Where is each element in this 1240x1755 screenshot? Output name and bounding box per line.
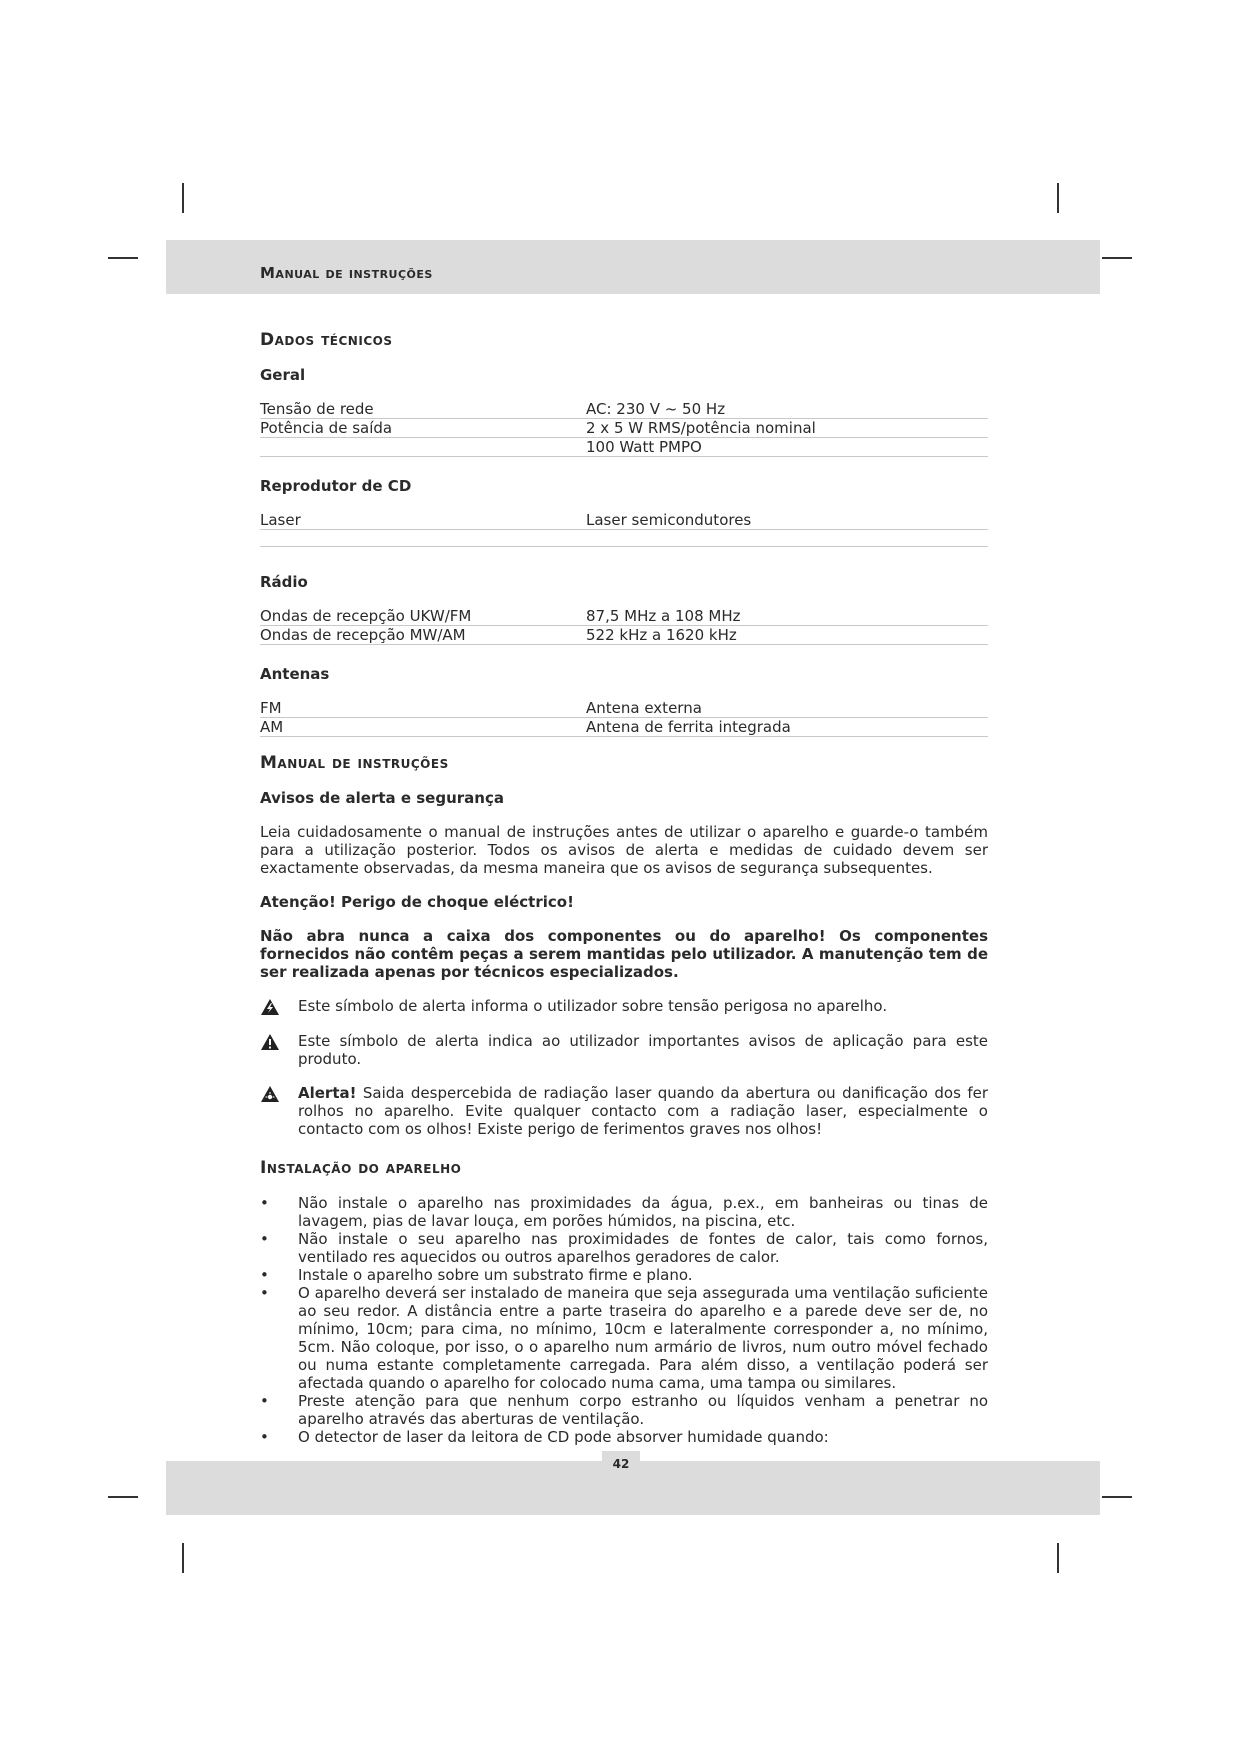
bullet: • <box>260 1392 269 1410</box>
spec-row <box>260 718 988 737</box>
list-item-text: Preste atenção para que nenhum corpo estranho ou líquidos venham a penetrar no aparelho através das aberturas de ventilação. <box>298 1392 988 1428</box>
list-item-text: Instale o aparelho sobre um substrato firme e plano. <box>298 1266 693 1284</box>
spec-label <box>260 438 586 456</box>
spec-row-empty <box>260 530 988 547</box>
lightning-warning-icon <box>260 997 298 1016</box>
crop-mark <box>108 1496 138 1498</box>
spec-label: Potência de saída <box>260 419 393 437</box>
spec-row <box>260 438 988 457</box>
section-title-tech: Dados técnicos <box>260 330 393 350</box>
page-header-title: Manual de instruções <box>260 264 433 282</box>
spec-value: 522 kHz a 1620 kHz <box>586 626 737 644</box>
page-number: 42 <box>602 1451 640 1477</box>
crop-mark <box>1102 1496 1132 1498</box>
spec-row <box>260 626 988 645</box>
list-item <box>260 1284 988 1392</box>
crop-mark <box>1057 1543 1059 1573</box>
spec-table-antenas <box>260 699 988 737</box>
spec-value: Laser semicondutores <box>586 511 752 529</box>
subheading-cd: Reprodutor de CD <box>260 477 412 495</box>
intro-paragraph: Leia cuidadosamente o manual de instruções antes de utilizar o aparelho e guarde-o também para a utilização posterior. Todos os avisos de alerta e medidas de cuidado devem ser exactamente observadas, da mesma maneira que os avisos de segurança subsequentes. <box>260 823 988 877</box>
warning-text <box>298 1084 988 1138</box>
list-item <box>260 1266 988 1284</box>
list-item-text: Não instale o seu aparelho nas proximidades de fontes de calor, tais como fornos, ventilado res aquecidos ou outros aparelhos geradores de calor. <box>298 1230 988 1266</box>
bullet: • <box>260 1194 269 1212</box>
install-list <box>260 1194 988 1446</box>
spec-value: Antena de ferrita integrada <box>586 718 791 736</box>
list-item <box>260 1392 988 1428</box>
attention-text: Atenção! Perigo de choque eléctrico! <box>260 893 574 911</box>
list-item <box>260 1230 988 1266</box>
bullet: • <box>260 1230 269 1248</box>
spec-value: Antena externa <box>586 699 702 717</box>
list-item <box>260 1194 988 1230</box>
crop-mark <box>108 257 138 259</box>
spec-row <box>260 419 988 438</box>
spec-table-geral <box>260 400 988 457</box>
spec-value: AC: 230 V ~ 50 Hz <box>586 400 726 418</box>
spec-label: Laser <box>260 511 301 529</box>
section-title-install: Instalação do aparelho <box>260 1158 462 1178</box>
spec-label: AM <box>260 718 284 736</box>
laser-warning-icon <box>260 1084 298 1103</box>
spec-label: Tensão de rede <box>260 400 374 418</box>
spec-value: 100 Watt PMPO <box>586 438 702 456</box>
spec-value: 87,5 MHz a 108 MHz <box>586 607 741 625</box>
alert-label: Alerta! <box>298 1084 357 1102</box>
subheading-radio: Rádio <box>260 573 308 591</box>
exclamation-warning-icon <box>260 1032 298 1051</box>
crop-mark <box>182 183 184 213</box>
subheading-antenas: Antenas <box>260 665 330 683</box>
list-item-text: O detector de laser da leitora de CD pode absorver humidade quando: <box>298 1428 829 1446</box>
spec-value: 2 x 5 W RMS/potência nominal <box>586 419 816 437</box>
crop-mark <box>1057 183 1059 213</box>
warning-text: Este símbolo de alerta indica ao utilizador importantes avisos de aplicação para este produto. <box>298 1032 988 1068</box>
warning-item <box>260 1084 988 1138</box>
spec-label: Ondas de recepção UKW/FM <box>260 607 472 625</box>
crop-mark <box>1102 257 1132 259</box>
warning-text: Este símbolo de alerta informa o utilizador sobre tensão perigosa no aparelho. <box>298 997 888 1015</box>
page-content <box>260 328 988 1446</box>
spec-row <box>260 699 988 718</box>
list-item <box>260 1428 988 1446</box>
spec-row <box>260 511 988 530</box>
section-title-manual: Manual de instruções <box>260 753 449 773</box>
spec-table-radio <box>260 607 988 645</box>
warning-item <box>260 1032 988 1068</box>
bullet: • <box>260 1266 269 1284</box>
spec-row <box>260 607 988 626</box>
spec-row <box>260 400 988 419</box>
crop-mark <box>182 1543 184 1573</box>
spec-label: Ondas de recepção MW/AM <box>260 626 466 644</box>
subheading-safety: Avisos de alerta e segurança <box>260 789 504 807</box>
bullet: • <box>260 1428 269 1446</box>
warning-paragraph: Não abra nunca a caixa dos componentes ou do aparelho! Os componentes fornecidos não contêm peças a serem mantidas pelo utilizador. A manutenção tem de ser realizada apenas por técnicos especializados. <box>260 927 988 981</box>
alert-text: Saida despercebida de radiação laser quando da abertura ou danificação dos fer rolhos no aparelho. Evite qualquer contacto com a radiação laser, especialmente o contacto com os olhos! Existe perigo de ferimentos graves nos olhos! <box>298 1084 988 1138</box>
list-item-text: Não instale o aparelho nas proximidades da água, p.ex., em banheiras ou tinas de lavagem, pias de lavar louça, em porões húmidos, na piscina, etc. <box>298 1194 988 1230</box>
bullet: • <box>260 1284 269 1302</box>
spec-table-cd <box>260 511 988 547</box>
list-item-text: O aparelho deverá ser instalado de maneira que seja assegurada uma ventilação suficiente ao seu redor. A distância entre a parte traseira do aparelho e a parede deve ser de, no mínimo, 10cm; para cima, no mínimo, 10cm e lateralmente corresponder a, no mínimo, 5cm. Não coloque, por isso, o o aparelho num armário de livros, num outro móvel fechado ou numa estante completamente carregada. Para além disso, a ventilação poderá ser afectada quando o aparelho for colocado numa cama, uma tampa ou similares. <box>298 1284 988 1392</box>
spec-label: FM <box>260 699 282 717</box>
warning-item <box>260 997 988 1016</box>
subheading-geral: Geral <box>260 366 306 384</box>
